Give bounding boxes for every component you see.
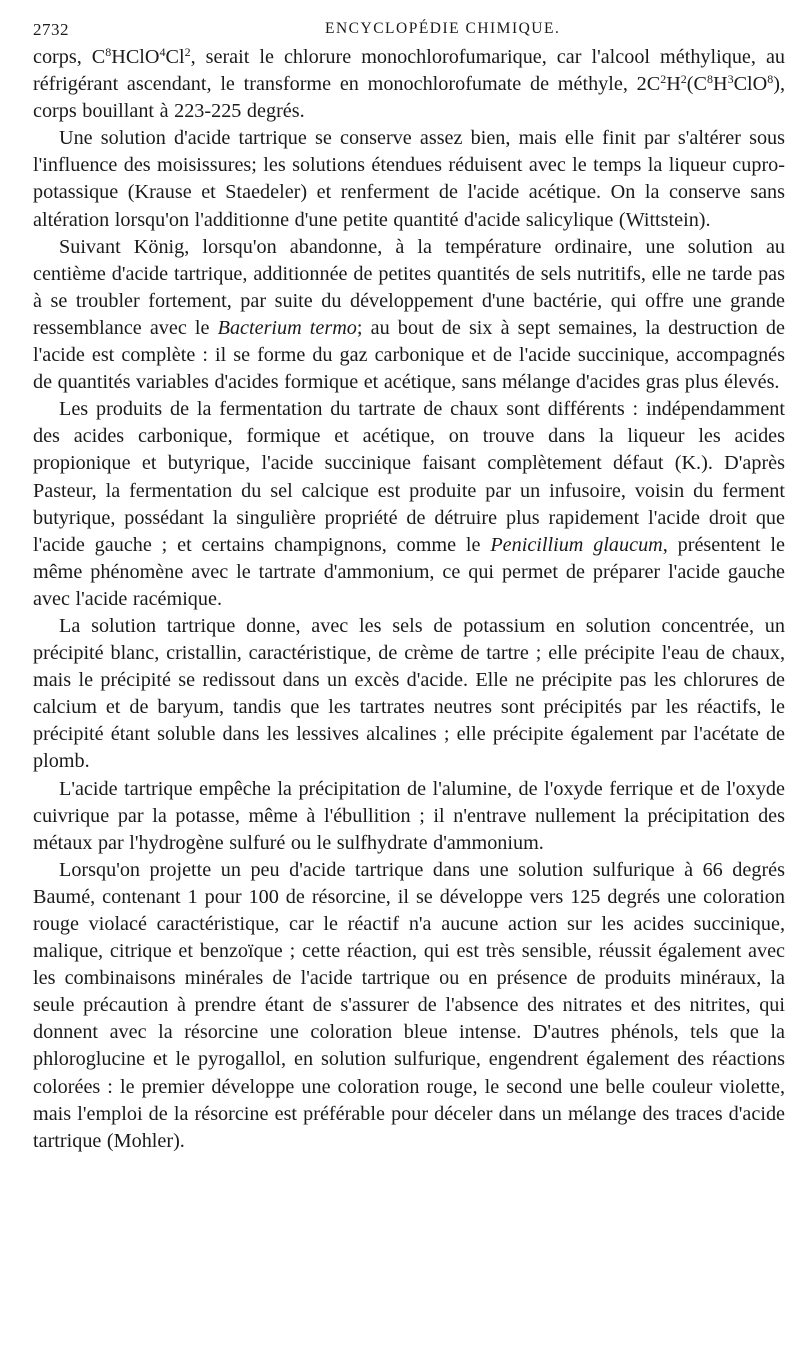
page-number: 2732 [33, 20, 69, 39]
paragraph-5: La solution tartrique donne, avec les sels de potassium en solution concentrée, un précipité blanc, cristallin, caractéristique, de crème de tartre ; elle précipite l'eau de chaux, mais le précipité se redissout dans un excès d'acide. Elle ne précipite pas les chlorures de calcium et de baryum, tandis que les tartrates neutres sont précipités par les réactifs, le précipité étant soluble dans les lessives alcalines ; elle précipite également par l'acétate de plomb. [33, 614, 785, 773]
paragraph-6: L'acide tartrique empêche la précipitation de l'alumine, de l'oxyde ferrique et de l'oxyde cuivrique par la potasse, même à l'ébullition ; il n'entrave nullement la précipitation des métaux par l'hydrogène sulfuré ou le sulfhydrate d'ammonium. [33, 777, 785, 854]
document-page [33, 14, 785, 1155]
species-name: Bacterium termo [217, 316, 357, 339]
paragraph-4: Les produits de la fermentation du tartrate de chaux sont différents : indépendamment des acides carbonique, formique et acétique, on trouve dans la liqueur les acides propionique et butyrique, l'acide succinique faisant complètement défaut (K.). D'après Pasteur, la fermentation du sel calcique est produite par un infusoire, voisin du ferment butyrique, possédant la singulière propriété de détruire plus rapidement l'acide droit que l'acide gauche ; et certains champignons, comme le Penicillium glaucum, présentent le même phénomène avec le tartrate d'ammonium, ce qui permet de préparer l'acide gauche avec l'acide racémique. [33, 398, 785, 610]
running-title: ENCYCLOPÉDIE CHIMIQUE. [325, 20, 561, 37]
paragraph-7: Lorsqu'on projette un peu d'acide tartrique dans une solution sulfurique à 66 degrés Baumé, contenant 1 pour 100 de résorcine, il se développe vers 125 degrés une coloration rouge violacé caractéristique, car le réactif n'a aucune action sur les acides succinique, malique, citrique et benzoïque ; cette réaction, qui est très sensible, réussit également avec les combinaisons minérales de l'acide tartrique ou en présence de produits minéraux, la seule précaution à prendre étant de s'assurer de l'absence des nitrates et des nitrites, qui donnent avec la résorcine une coloration bleue intense. D'autres phénols, tels que la phloroglucine et le pyrogallol, en solution sulfurique, engendrent également des réactions colorées : le premier développe une coloration rouge, le second une belle couleur violette, mais l'emploi de la résorcine est préférable pour déceler dans un mélange des traces d'acide tartrique (Mohler). [33, 858, 785, 1152]
species-name: Penicillium glaucum [490, 533, 663, 556]
paragraph-2: Une solution d'acide tartrique se conserve assez bien, mais elle finit par s'altérer sous l'influence des moisissures; les solutions étendues réduisent avec le temps la liqueur cupro-potassique (Krause et Staedeler) et renferment de l'acide acétique. On la conserve sans altération lorsqu'on l'additionne d'une petite quantité d'acide salicylique (Wittstein). [33, 127, 785, 231]
body-text [33, 44, 785, 1155]
paragraph-1: corps, $C^8HClO^4Cl^2$, serait le chlorure monochlorofumarique, car l'alcool méthylique, au réfrigérant ascendant, le transforme en monochlorofumate de méthyle, $2C^2H^2(C^8H^3ClO^8)$, corps bouillant à 223-225 degrés. [33, 45, 785, 123]
page-header [33, 14, 785, 44]
paragraph-3: Suivant König, lorsqu'on abandonne, à la température ordinaire, une solution au centième d'acide tartrique, additionnée de petites quantités de sels nutritifs, elle ne tarde pas à se troubler fortement, par suite du développement d'une bactérie, qui offre une grande ressemblance avec le Bacterium termo; au bout de six à sept semaines, la destruction de l'acide est complète : il se forme du gaz carbonique et de l'acide succinique, accompagnés de quantités variables d'acides formique et acétique, sans mélange d'acides gras plus élevés. [33, 235, 785, 394]
